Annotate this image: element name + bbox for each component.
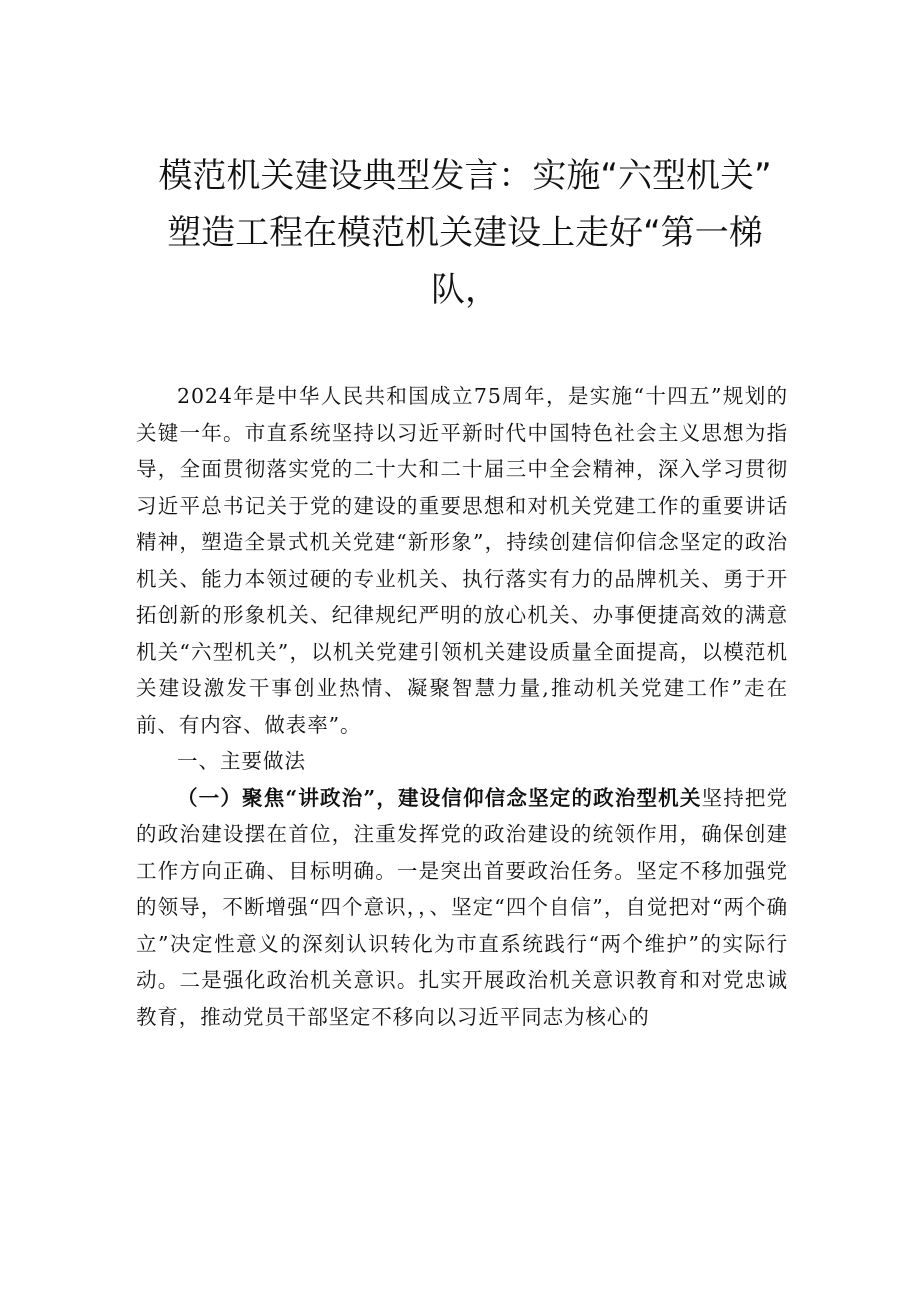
intro-paragraph: 2024年是中华人民共和国成立75周年，是实施“十四五”规划的关键一年。市直系统坚持以习近平新时代中国特色社会主义思想为指导，全面贯彻落实党的二十大和二十届三中全会精神，深入学习贯彻习近平总书记关于党的建设的重要思想和对机关党建工作的重要讲话精神，塑造全景式机关党建“新形象”，持续创建信仰信念坚定的政治机关、能力本领过硬的专业机关、执行落实有力的品牌机关、勇于开拓创新的形象机关、纪律规纪严明的放心机关、办事便捷高效的满意机关“六型机关”，以机关党建引领机关建设质量全面提高，以模范机关建设激发干事创业热情、凝聚智慧力量,推动机关党建工作”走在前、有内容、做表率”。	[136, 384, 788, 737]
subsection-text: 坚持把党的政治建设摆在首位，注重发挥党的政治建设的统领作用，确保创建工作方向正确、目标明确。一是突出首要政治任务。坚定不移加强党的领导，不断增强“四个意识，，、坚定“四个自信”，自觉把对“两个确立”决定性意义的深刻认识转化为市直系统践行“两个维护”的实际行动。二是强化政治机关意识。扎实开展政治机关意识教育和对党忠诚教育，推动党员干部坚定不移向以习近平同志为核心的	[136, 785, 788, 1029]
title-line-1: 模范机关建设典型发言：实施“六型机关”	[158, 156, 772, 196]
section-heading: 一、主要做法	[177, 749, 306, 773]
title-line-3: 队，	[431, 270, 499, 310]
subsection-lead: （一）聚焦“讲政治”，建设信仰信念坚定的政治型机关	[177, 785, 702, 810]
document-body	[136, 378, 788, 1035]
title-line-2: 塑造工程在模范机关建设上走好“第一梯	[167, 213, 763, 253]
document-title	[120, 148, 810, 319]
subsection-paragraph	[136, 780, 788, 1036]
